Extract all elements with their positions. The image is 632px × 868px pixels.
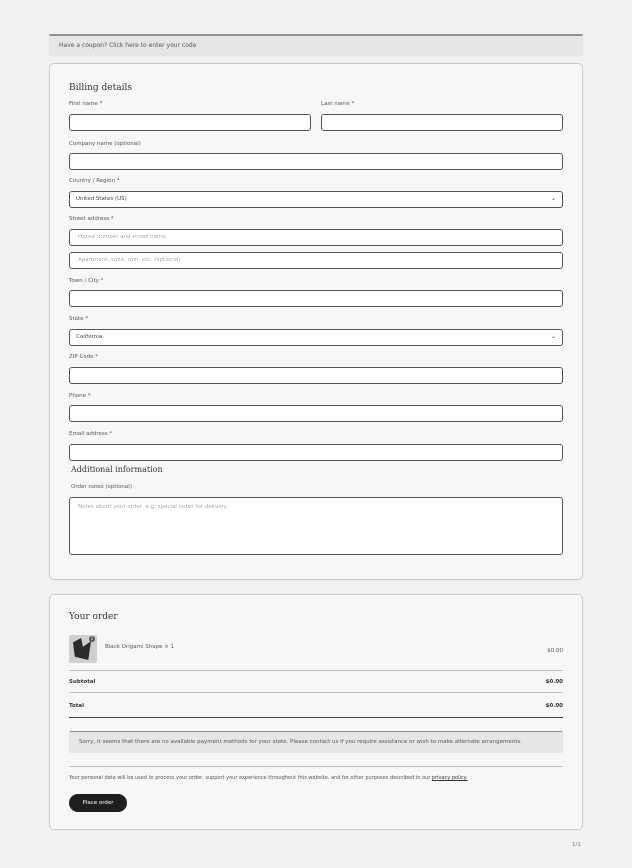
subtotal-value: $0.00 <box>545 679 563 685</box>
privacy-policy-link[interactable]: privacy policy. <box>431 775 468 781</box>
country-select[interactable] <box>69 191 563 208</box>
your-order-card <box>49 594 583 830</box>
divider <box>69 766 563 767</box>
payment-methods-notice: Sorry, it seems that there are no available payment methods for your state. Please contact us if you require assistance or wish to make alternate arrangements. <box>69 731 563 753</box>
place-order-button[interactable]: Place order <box>69 794 127 812</box>
company-label: Company name (optional) <box>69 141 141 147</box>
subtotal-label: Subtotal <box>69 679 96 685</box>
chevron-down-icon: ⌄ <box>550 333 556 340</box>
country-label: Country / Region * <box>69 178 120 184</box>
product-price: $0.00 <box>547 648 563 654</box>
chevron-down-icon: ⌄ <box>550 195 556 202</box>
privacy-text: Your personal data will be used to process your order, support your experience throughout this website, and for other purposes described in our privacy policy. <box>69 775 468 781</box>
street-label: Street address * <box>69 216 114 222</box>
order-notes-textarea[interactable]: Notes about your order, e.g. special notes for delivery. <box>69 497 563 555</box>
order-title: Your order <box>69 612 118 622</box>
country-value: United States (US) <box>76 196 127 202</box>
city-label: Town / City * <box>69 278 104 284</box>
phone-input[interactable] <box>69 405 563 422</box>
billing-details-card <box>49 63 583 580</box>
state-select[interactable] <box>69 329 563 346</box>
email-input[interactable] <box>69 444 563 461</box>
origami-shape-image <box>73 638 91 660</box>
city-input[interactable] <box>69 290 563 307</box>
phone-label: Phone * <box>69 393 91 399</box>
zip-input[interactable] <box>69 367 563 384</box>
order-notes-label: Order notes (optional) <box>71 484 132 490</box>
quantity-badge: 1 <box>90 636 94 641</box>
coupon-notice[interactable]: Have a coupon? Click here to enter your code <box>49 34 583 56</box>
product-name: Black Origami Shape × 1 <box>105 644 175 650</box>
last-name-input[interactable] <box>321 114 563 131</box>
street-input[interactable]: House number and street name <box>69 229 563 246</box>
state-label: State * <box>69 316 89 322</box>
email-label: Email address * <box>69 431 113 437</box>
additional-info-title: Additional information <box>71 465 163 474</box>
divider <box>69 717 563 718</box>
total-value: $0.00 <box>545 703 563 709</box>
page-number: 1/1 <box>572 842 581 848</box>
product-thumbnail <box>69 635 97 663</box>
billing-title: Billing details <box>69 83 132 93</box>
divider <box>69 692 563 693</box>
first-name-label: First name * <box>69 101 103 107</box>
state-value: California <box>76 334 103 340</box>
company-input[interactable] <box>69 153 563 170</box>
apartment-input[interactable]: Apartment, suite, unit, etc. (optional) <box>69 252 563 269</box>
divider <box>69 670 563 671</box>
zip-label: ZIP Code * <box>69 354 99 360</box>
last-name-label: Last name * <box>321 101 355 107</box>
total-label: Total <box>69 703 85 709</box>
first-name-input[interactable] <box>69 114 311 131</box>
